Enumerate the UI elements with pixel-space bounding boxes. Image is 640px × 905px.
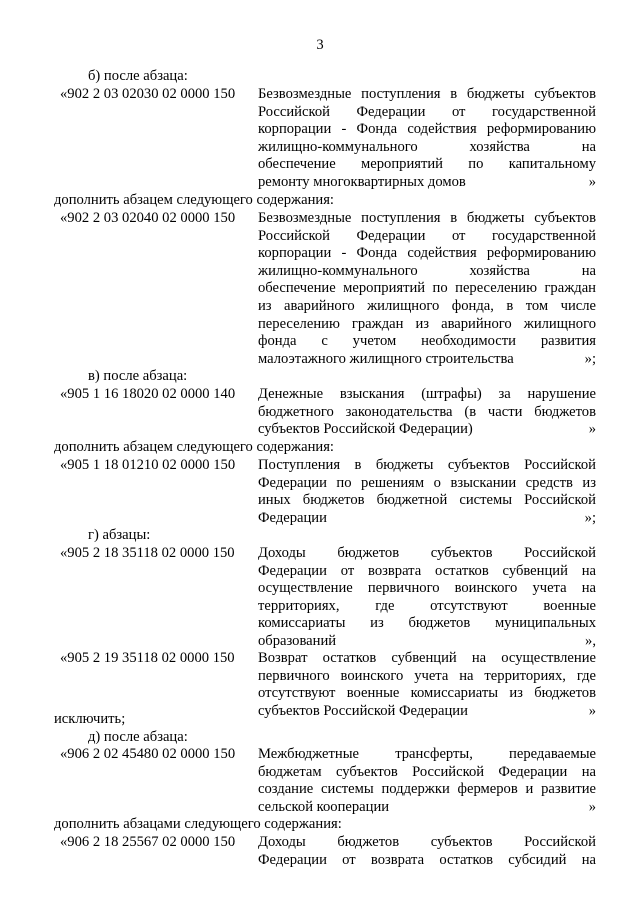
description-line: Безвозмездные поступления в бюджеты субъектов xyxy=(258,86,596,102)
description-line: из аварийного жилищного фонда, в том числе xyxy=(258,297,596,314)
budget-code: «905 2 18 35118 02 0000 150 xyxy=(60,545,235,561)
closing-quote: »; xyxy=(584,509,596,526)
description-line: корпорации - Фонда содействия реформированию xyxy=(258,245,596,262)
entry-description xyxy=(258,650,596,720)
description-line: жилищно-коммунального хозяйства на xyxy=(258,262,596,279)
entry-description xyxy=(258,457,596,527)
closing-quote: »; xyxy=(584,350,596,367)
budget-code: «905 1 18 01210 02 0000 150 xyxy=(60,457,236,473)
description-line: Российской Федерации от государственной xyxy=(258,227,596,244)
budget-code: «906 2 18 25567 02 0000 150 xyxy=(60,834,236,850)
description-last-line xyxy=(258,799,596,817)
closing-quote: » xyxy=(588,421,596,438)
description-line: субъектов Российской Федерации) xyxy=(258,421,473,438)
description-line: малоэтажного жилищного строительства xyxy=(258,350,514,367)
paragraph-d-heading: д) после абзаца: xyxy=(88,729,188,745)
description-line: Российской Федерации от государственной xyxy=(258,103,596,120)
delete-instruction: исключить; xyxy=(54,711,126,727)
description-line: бюджетного законодательства (в части бюджетов xyxy=(258,403,596,420)
budget-code: «906 2 02 45480 02 0000 150 xyxy=(60,746,236,762)
description-line: Федерации от возврата остатков субвенций на xyxy=(258,562,596,579)
closing-quote: » xyxy=(588,798,596,815)
amendment-instruction: дополнить абзацем следующего содержания: xyxy=(54,192,334,208)
description-line: Федерации xyxy=(258,509,327,526)
description-line: Федерации от возврата остатков субсидий на xyxy=(258,851,596,868)
description-line: иных бюджетов бюджетной системы Российской xyxy=(258,492,596,509)
entry-description xyxy=(258,545,596,651)
description-last-line xyxy=(258,174,596,192)
paragraph-v-heading: в) после абзаца: xyxy=(88,368,188,384)
description-line: первичного воинского учета на территориях, где xyxy=(258,667,596,684)
description-line: Безвозмездные поступления в бюджеты субъектов xyxy=(258,210,596,226)
description-line: Поступления в бюджеты субъектов Российской xyxy=(258,457,596,473)
description-line: комиссариаты из бюджетов муниципальных xyxy=(258,615,596,632)
closing-quote: » xyxy=(588,173,596,190)
description-last-line xyxy=(258,510,596,528)
entry-description xyxy=(258,386,596,439)
description-line: Денежные взыскания (штрафы) за нарушение xyxy=(258,386,596,402)
description-line: Федерации по решениям о взыскании средств из xyxy=(258,474,596,491)
closing-quote: », xyxy=(585,632,596,649)
description-line: Возврат остатков субвенций на осуществление xyxy=(258,650,596,666)
budget-code: «902 2 03 02040 02 0000 150 xyxy=(60,210,236,226)
description-line: Межбюджетные трансферты, передаваемые xyxy=(258,746,596,762)
description-line: жилищно-коммунального хозяйства на xyxy=(258,138,596,155)
page-number: 3 xyxy=(316,37,324,53)
description-line: создание системы поддержки фермеров и развитие xyxy=(258,781,596,798)
description-line: корпорации - Фонда содействия реформированию xyxy=(258,121,596,138)
description-line: территориях, где отсутствуют военные xyxy=(258,597,596,614)
description-line: фонда с учетом необходимости развития xyxy=(258,333,596,350)
entry-description xyxy=(258,210,596,368)
description-line: обеспечение мероприятий по капитальному xyxy=(258,156,596,173)
description-last-line xyxy=(258,703,596,721)
description-line: бюджетам субъектов Российской Федерации на xyxy=(258,763,596,780)
description-line: сельской кооперации xyxy=(258,798,390,815)
entry-description xyxy=(258,86,596,192)
description-line: отсутствуют военные комиссариаты из бюджетов xyxy=(258,685,596,702)
entry-description xyxy=(258,746,596,816)
description-line: субъектов Российской Федерации xyxy=(258,702,468,719)
description-last-line xyxy=(258,633,596,651)
description-line: осуществление первичного воинского учета на xyxy=(258,580,596,597)
description-line: обеспечение мероприятий по переселению граждан xyxy=(258,280,596,297)
amendment-instruction: дополнить абзацами следующего содержания: xyxy=(54,816,342,832)
budget-code: «905 1 16 18020 02 0000 140 xyxy=(60,386,236,402)
entry-description xyxy=(258,834,596,869)
description-line: ремонту многоквартирных домов xyxy=(258,173,466,190)
description-line: Доходы бюджетов субъектов Российской xyxy=(258,834,596,850)
description-last-line xyxy=(258,421,596,439)
budget-code: «905 2 19 35118 02 0000 150 xyxy=(60,650,235,666)
paragraph-g-heading: г) абзацы: xyxy=(88,527,151,543)
description-line: образований xyxy=(258,632,337,649)
budget-code: «902 2 03 02030 02 0000 150 xyxy=(60,86,236,102)
description-last-line xyxy=(258,351,596,369)
description-line: Доходы бюджетов субъектов Российской xyxy=(258,545,596,561)
paragraph-b-heading: б) после абзаца: xyxy=(88,68,188,84)
closing-quote: » xyxy=(588,702,596,719)
description-line: переселению граждан из аварийного жилищного xyxy=(258,315,596,332)
amendment-instruction: дополнить абзацем следующего содержания: xyxy=(54,439,334,455)
